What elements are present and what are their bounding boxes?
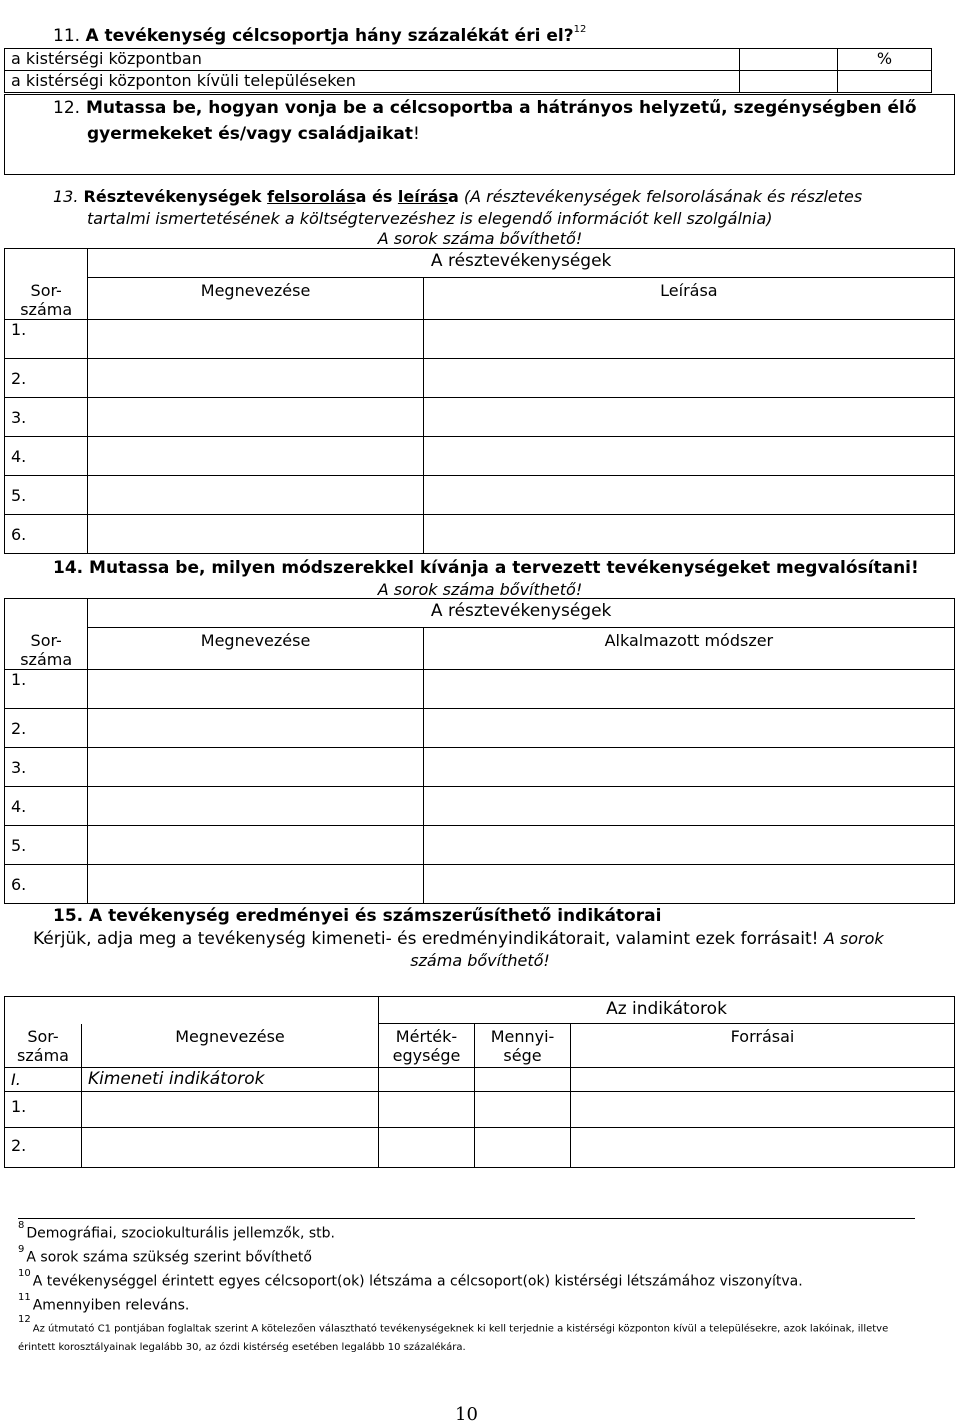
q14-method-cell[interactable] (423, 669, 954, 708)
q13-header-sor-top (5, 249, 88, 278)
q15-col-source: Forrásai (571, 1024, 955, 1068)
q15-source-cell[interactable] (571, 1128, 955, 1168)
q14-method-cell[interactable] (423, 825, 954, 864)
q14-row-num: 2. (5, 708, 88, 747)
footnote-num: 12 (18, 1314, 31, 1325)
q15-unit-cell[interactable] (379, 1128, 475, 1168)
footnote-num: 10 (18, 1268, 31, 1279)
q14-title: Mutassa be, milyen módszerekkel kívánja a tervezett tevékenységeket megvalósítani! (89, 558, 919, 578)
q15-col-qty (475, 1024, 571, 1068)
q14-name-cell[interactable] (88, 786, 423, 825)
footnote-text: Amennyiben releváns. (32, 1297, 190, 1314)
q13-row-num: 4. (5, 436, 88, 475)
q13-name-cell[interactable] (88, 514, 423, 553)
q11-footnote-ref: 12 (573, 24, 587, 35)
q11-heading (53, 26, 586, 46)
q14-number: 14. (53, 558, 84, 578)
q15-col-unit-1: Mérték- (395, 1027, 458, 1046)
q13-row-num: 6. (5, 514, 88, 553)
footnote-12 (18, 1314, 889, 1336)
q15-title: A tevékenység eredményei és számszerűsíthető indikátorai (89, 906, 662, 926)
q14-col-method: Alkalmazott módszer (423, 628, 954, 670)
q15-instruction: Kérjük, adja meg a tevékenység kimeneti- és eredményindikátorait, valamint ezek forrásait! (33, 929, 819, 949)
q15-row-num: 2. (5, 1128, 82, 1168)
q15-expand-note-a: A sorok (823, 929, 884, 948)
q13-table (4, 248, 955, 554)
q13-number: 13. (53, 187, 79, 206)
footnote-8 (18, 1220, 335, 1242)
q13-row-num: 5. (5, 475, 88, 514)
q14-method-cell[interactable] (423, 747, 954, 786)
q15-col-unit (379, 1024, 475, 1068)
q15-section-num: I. (5, 1068, 82, 1092)
q14-header-sor-top (5, 599, 88, 628)
q15-col-qty-2: sége (503, 1046, 542, 1065)
footnote-num: 11 (18, 1292, 31, 1303)
q14-name-cell[interactable] (88, 864, 423, 903)
q11-unit-cell (837, 71, 931, 93)
q13-note-line1: (A résztevékenységek felsorolásának és részletes (463, 187, 863, 206)
q13-desc-cell[interactable] (423, 514, 954, 553)
q15-number: 15. (53, 906, 84, 926)
q13-row-num: 3. (5, 397, 88, 436)
q15-source-cell[interactable] (571, 1068, 955, 1092)
q14-table (4, 598, 955, 904)
q13-col-desc: Leírása (423, 278, 954, 320)
q14-table-group: A résztevékenységek (88, 599, 955, 628)
q15-col-sor (5, 1024, 82, 1068)
q15-col-sor-1: Sor- (27, 1026, 59, 1046)
q11-unit: % (837, 49, 931, 71)
q14-col-sor-1: Sor- (30, 630, 62, 650)
q14-row-num: 5. (5, 825, 88, 864)
q13-title-e: a (447, 187, 459, 206)
footnote-text: Demográfiai, szociokulturális jellemzők, stb. (26, 1225, 335, 1242)
footnote-text: A sorok száma szükség szerint bővíthető (26, 1249, 312, 1266)
q13-table-group: A résztevékenységek (88, 249, 955, 278)
q15-instruction-wrap (33, 929, 884, 949)
q13-title-d: leírás (397, 187, 448, 206)
q15-expand-note-b: száma bővíthető! (410, 951, 550, 970)
q13-col-sor-2: száma (20, 299, 73, 319)
q13-desc-cell[interactable] (423, 436, 954, 475)
q14-method-cell[interactable] (423, 708, 954, 747)
q14-row-num: 4. (5, 786, 88, 825)
footnote-12-line2: érintett korosztályainak legalább 30, az ózdi kistérség esetében legalább 10 százalékára. (18, 1342, 466, 1353)
q11-table (4, 48, 932, 93)
q13-col-name: Megnevezése (88, 278, 423, 320)
footnote-10 (18, 1268, 803, 1290)
q15-col-name: Megnevezése (82, 1024, 379, 1068)
q15-unit-cell[interactable] (379, 1068, 475, 1092)
q12-heading (53, 98, 917, 118)
q13-row-num: 1. (5, 319, 88, 358)
q12-number: 12. (53, 98, 81, 118)
q15-table (4, 996, 955, 1168)
q13-heading (53, 187, 862, 206)
q15-col-unit-2: egysége (392, 1046, 461, 1065)
q13-name-cell[interactable] (88, 319, 423, 358)
q15-qty-cell[interactable] (475, 1092, 571, 1128)
q14-name-cell[interactable] (88, 825, 423, 864)
q14-name-cell[interactable] (88, 708, 423, 747)
q14-expand-note: A sorok száma bővíthető! (377, 580, 583, 599)
q13-name-cell[interactable] (88, 358, 423, 397)
q15-unit-cell[interactable] (379, 1092, 475, 1128)
q13-name-cell[interactable] (88, 436, 423, 475)
q15-section-label: Kimeneti indikátorok (82, 1068, 379, 1092)
q14-heading (53, 558, 919, 578)
q13-col-sor-1: Sor- (30, 280, 62, 300)
q13-desc-cell[interactable] (423, 475, 954, 514)
q13-name-cell[interactable] (88, 397, 423, 436)
q15-heading (53, 906, 661, 926)
q15-name-cell[interactable] (82, 1128, 379, 1168)
footnote-11 (18, 1292, 190, 1314)
q11-row-label: a kistérségi központon kívüli településeken (5, 71, 740, 93)
q15-name-cell[interactable] (82, 1092, 379, 1128)
page-number: 10 (455, 1404, 478, 1425)
q14-method-cell[interactable] (423, 786, 954, 825)
q15-col-sor-2: száma (17, 1045, 69, 1065)
q11-title: A tevékenység célcsoportja hány százalékát éri el? (85, 26, 574, 46)
q14-name-cell[interactable] (88, 747, 423, 786)
q11-number: 11. (53, 26, 81, 46)
footnote-separator (18, 1218, 915, 1219)
q13-note-line2: tartalmi ismertetésének a költségtervezéshez is elegendő információt kell szolgálnia) (87, 209, 773, 228)
q15-source-cell[interactable] (571, 1092, 955, 1128)
q14-row-num: 1. (5, 669, 88, 708)
footnote-num: 8 (18, 1220, 25, 1231)
q15-qty-cell[interactable] (475, 1068, 571, 1092)
q14-name-cell[interactable] (88, 669, 423, 708)
q14-col-sor (5, 628, 88, 670)
footnote-text: A tevékenységgel érintett egyes célcsoport(ok) létszáma a célcsoport(ok) kistérségi létszámához viszonyítva. (32, 1273, 803, 1290)
q15-qty-cell[interactable] (475, 1128, 571, 1168)
q14-method-cell[interactable] (423, 864, 954, 903)
q11-value-input-1[interactable] (739, 49, 837, 71)
q15-row-num: 1. (5, 1092, 82, 1128)
q13-name-cell[interactable] (88, 475, 423, 514)
q13-title-c: a és (355, 187, 398, 206)
q14-row-num: 3. (5, 747, 88, 786)
q13-desc-cell[interactable] (423, 358, 954, 397)
q11-row-label: a kistérségi központban (5, 49, 740, 71)
q13-desc-cell[interactable] (423, 397, 954, 436)
q12-line2-wrap (87, 124, 420, 144)
footnote-9 (18, 1244, 312, 1266)
q11-value-input-2[interactable] (739, 71, 837, 93)
q13-col-sor (5, 278, 88, 320)
q12-line2-end: ! (412, 124, 420, 144)
q15-header-left-top (5, 997, 379, 1024)
q13-title-a: Résztevékenységek (83, 187, 268, 206)
q14-row-num: 6. (5, 864, 88, 903)
q15-col-qty-1: Mennyi- (490, 1027, 555, 1046)
q13-desc-cell[interactable] (423, 319, 954, 358)
q13-row-num: 2. (5, 358, 88, 397)
q15-table-group: Az indikátorok (379, 997, 955, 1024)
q12-line2: gyermekeket és/vagy családjaikat (87, 124, 413, 144)
q13-title-b: felsorolás (267, 187, 356, 206)
footnote-num: 9 (18, 1244, 25, 1255)
footnote-text-line1: Az útmutató C1 pontjában foglaltak szerint A kötelezően választható tevékenységeknek ki kell terjednie a kistérségi központon kívül a településekre, azok lakóinak, illetve (32, 1323, 889, 1335)
q14-col-name: Megnevezése (88, 628, 423, 670)
q14-col-sor-2: száma (20, 649, 73, 669)
q13-expand-note: A sorok száma bővíthető! (377, 229, 583, 248)
q12-line1: Mutassa be, hogyan vonja be a célcsoportba a hátrányos helyzetű, szegénységben élő (85, 98, 917, 118)
